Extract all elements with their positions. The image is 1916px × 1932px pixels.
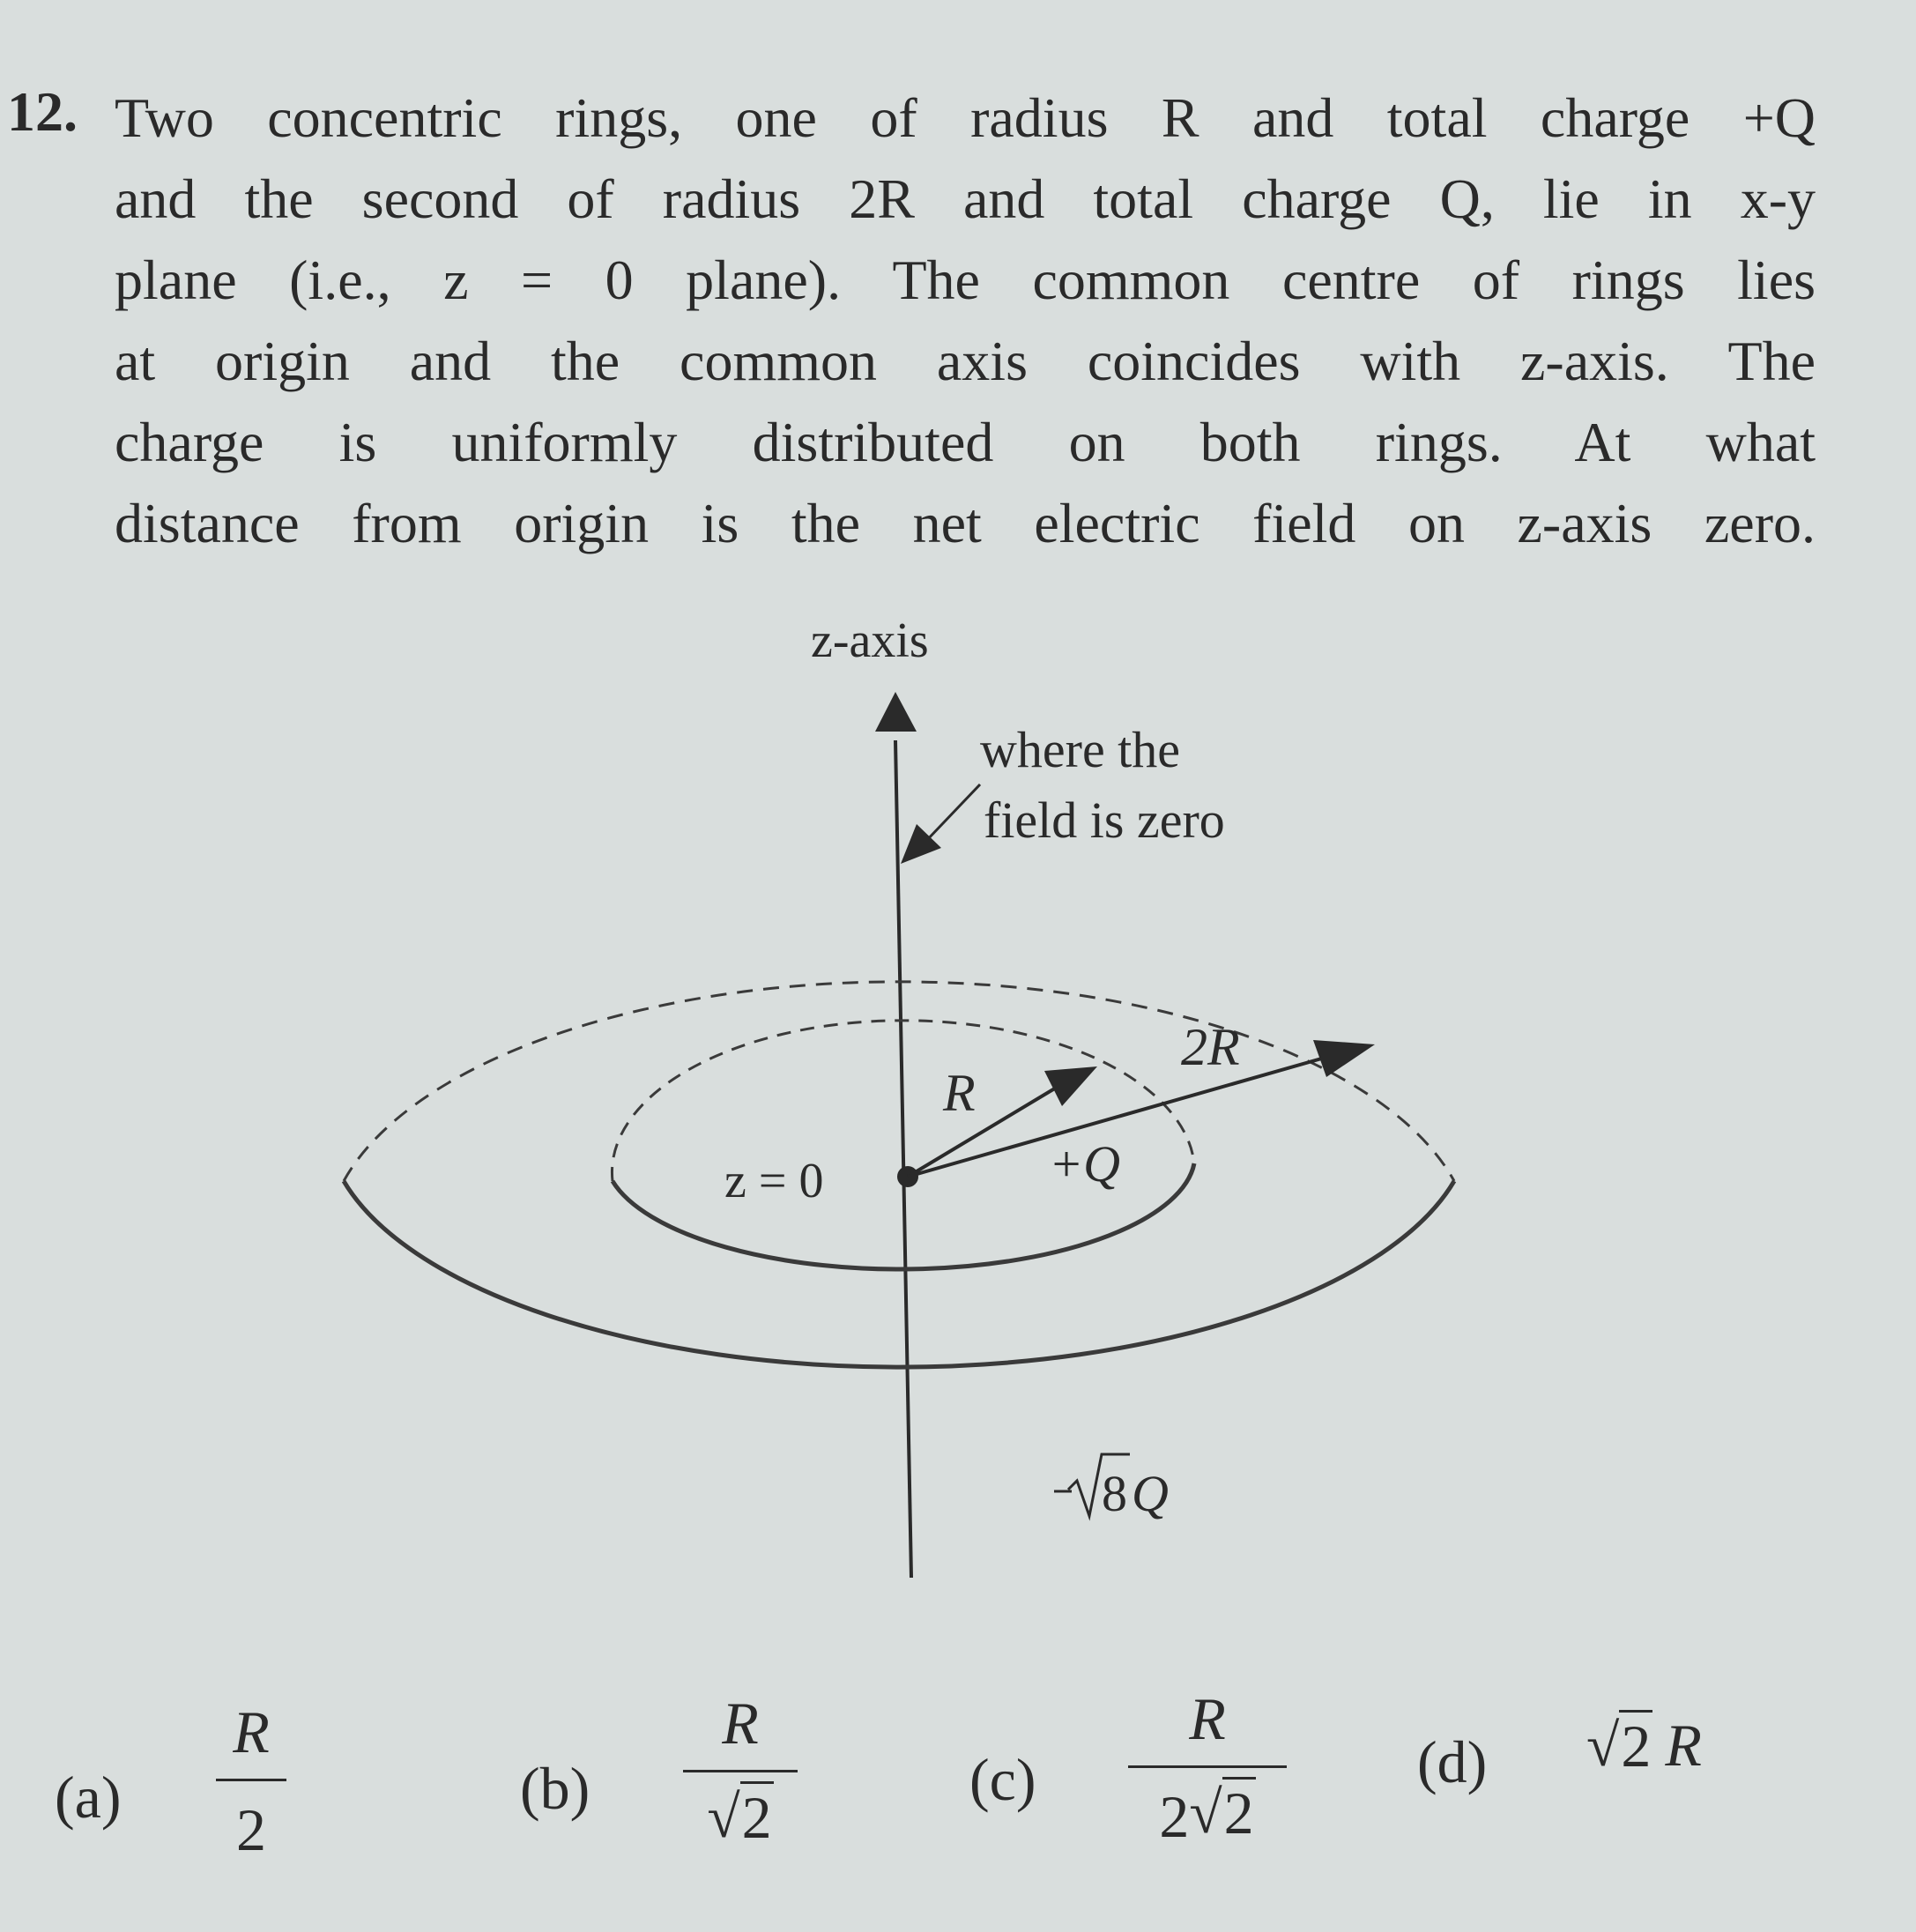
sqrt-sign-icon: √ [1189,1779,1222,1846]
option-a-fraction [216,1692,286,1869]
option-b-denominator: √ 2 [707,1783,772,1851]
question-line-1: Two concentric rings, one of radius R and total charge +Q [115,86,1816,149]
label-plus-Q: +Q [1049,1135,1121,1193]
sqrt-sign-icon: √ [707,1783,740,1850]
annotation-line-1: where the [980,721,1181,778]
option-a-fraction-bar [216,1779,286,1781]
radius-R-line [908,1084,1062,1177]
label-z-equals-0: z = 0 [724,1154,824,1208]
option-a-denominator: 2 [236,1796,266,1863]
question-line-2: and the second of radius 2R and total charge Q, lie in x-y [115,167,1816,230]
option-a-numerator: R [233,1698,270,1765]
outer-ring-front [344,1181,1454,1367]
radius-2R-arrowhead [1313,1040,1375,1077]
svg-text:Q: Q [1132,1465,1169,1522]
z-axis-arrowhead [875,692,917,732]
option-b-fraction-bar [683,1770,798,1772]
question-line-5: charge is uniformly distributed on both rings. At what [115,411,1816,473]
option-b-numerator: R [722,1690,759,1757]
question-line-6: distance from origin is the net electric field on z-axis zero. [115,492,1816,554]
sqrt-sign-icon: √ [1586,1712,1620,1779]
option-d-label: (d) [1417,1728,1488,1795]
label-2R: 2R [1181,1018,1240,1076]
option-c-fraction-bar [1128,1765,1287,1768]
option-d-value: √ 2 R [1586,1712,1702,1780]
option-c-denominator: 2 √ 2 [1159,1779,1254,1850]
option-a-label: (a) [55,1764,122,1831]
option-b-label: (b) [520,1755,590,1822]
option-c-label: (c) [969,1746,1036,1813]
label-R: R [943,1064,976,1122]
z-axis-line [895,740,911,1578]
question-number: 12. [7,80,78,143]
question-line-4: at origin and the common axis coincides with z-axis. The [115,330,1816,392]
annotation-arrow-line [925,784,980,842]
annotation-line-2: field is zero [984,791,1225,849]
option-c-numerator: R [1189,1685,1226,1752]
question-line-3: plane (i.e., z = 0 plane). The common centre of rings lies [115,249,1816,311]
svg-text:8: 8 [1102,1465,1127,1522]
z-axis-label: z-axis [811,613,929,668]
option-b-fraction [683,1683,798,1852]
label-outer-charge [1054,1454,1169,1522]
radius-R-arrowhead [1044,1066,1097,1106]
option-c-fraction [1128,1679,1287,1856]
